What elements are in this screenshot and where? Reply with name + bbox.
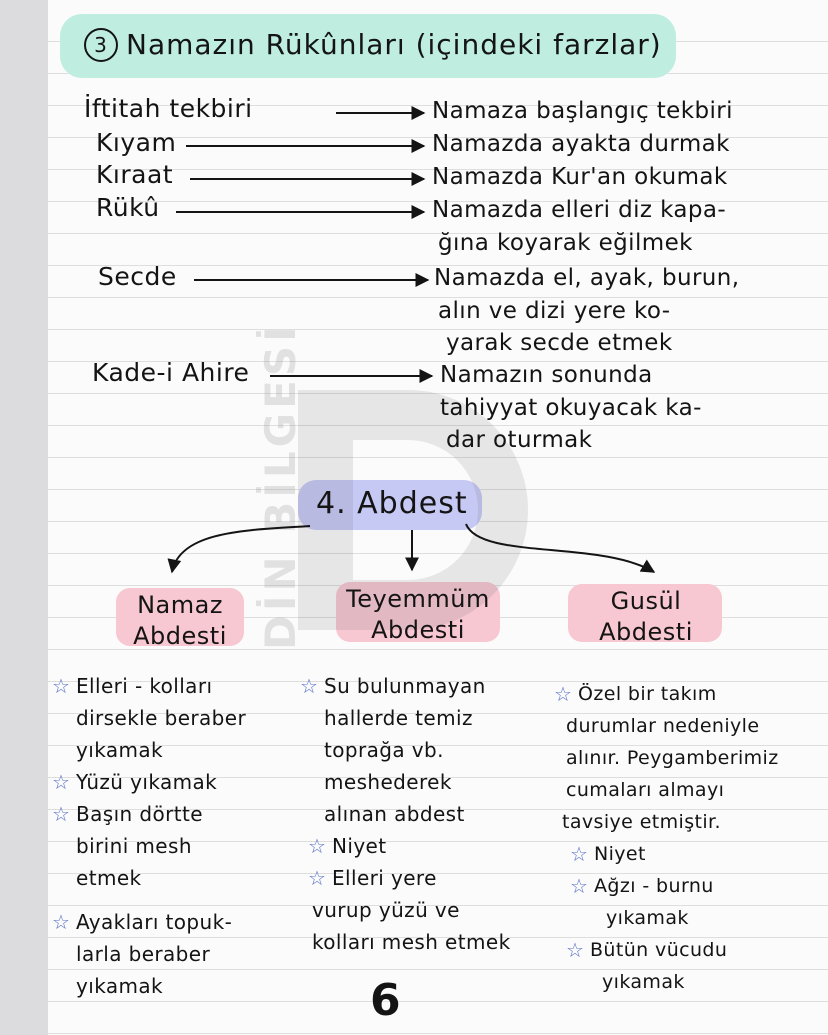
category-gusul-abdesti — [580, 586, 712, 648]
list-item — [300, 830, 511, 862]
gusul-abdesti-list — [554, 678, 779, 998]
term-secde: Secde — [98, 262, 177, 291]
definition-line: alın ve dizi yere ko- — [438, 297, 671, 324]
term-kade-i-ahire: Kade-i Ahire — [92, 358, 250, 387]
page-number: 6 — [370, 975, 401, 1026]
category-label: Namaz — [137, 591, 223, 619]
list-item — [554, 934, 779, 966]
item-line: Elleri - kolları — [76, 674, 213, 698]
section-title-text: Namazın Rükûnları (içindeki farzlar) — [126, 28, 662, 61]
item-line: tavsiye etmiştir. — [562, 811, 721, 833]
item-line: Başın dörtte — [76, 802, 203, 826]
star-icon: ☆ — [52, 910, 71, 934]
list-item — [52, 906, 246, 938]
list-item — [300, 862, 511, 894]
star-icon: ☆ — [52, 802, 71, 826]
star-icon: ☆ — [52, 770, 71, 794]
star-icon: ☆ — [308, 866, 327, 890]
category-label: Abdesti — [133, 622, 227, 650]
item-line: alınır. Peygamberimiz — [566, 747, 779, 769]
item-line: Yüzü yıkamak — [76, 770, 218, 794]
list-item — [554, 870, 779, 902]
item-line: birini mesh — [76, 834, 192, 858]
arrow-gusul-abdesti — [466, 524, 654, 572]
item-line: Bütün vücudu — [590, 939, 728, 961]
item-line: yıkamak — [606, 907, 689, 929]
definition-line: dar oturmak — [446, 427, 593, 453]
definition-line: tahiyyat okuyacak ka- — [440, 394, 702, 421]
abdest-title: 4. Abdest — [316, 486, 468, 521]
item-line: cumaları almayı — [566, 779, 725, 801]
teyemmum-abdesti-list — [300, 670, 511, 958]
definition-line: Namazda ayakta durmak — [432, 131, 730, 157]
definition-line: ğına koyarak eğilmek — [438, 229, 693, 256]
item-line: Niyet — [332, 834, 387, 858]
star-icon: ☆ — [570, 842, 589, 866]
definition-line: Namazda el, ayak, burun, — [434, 265, 740, 291]
star-icon: ☆ — [566, 938, 585, 962]
star-icon: ☆ — [52, 674, 71, 698]
watermark-text: DİN BİLGESİ — [256, 322, 305, 650]
category-label: Teyemmüm — [346, 585, 490, 613]
term-iftitah: İftitah tekbiri — [84, 94, 253, 123]
item-line: toprağa vb. — [324, 738, 444, 762]
item-line: larla beraber — [76, 942, 211, 966]
category-label: Abdesti — [599, 618, 693, 646]
definition-line: Namazda elleri diz kapa- — [432, 197, 727, 223]
list-item — [52, 798, 246, 830]
item-line: yıkamak — [602, 971, 685, 993]
list-item — [300, 670, 511, 702]
definition-line: Namazda Kur'an okumak — [432, 164, 728, 190]
list-item — [52, 670, 246, 702]
category-label: Gusül — [610, 587, 682, 615]
term-ruku: Rükû — [96, 193, 160, 222]
item-line: durumlar nedeniyle — [566, 715, 760, 737]
item-line: Ayakları topuk- — [76, 910, 233, 934]
list-item — [52, 766, 246, 798]
item-line: etmek — [76, 866, 142, 890]
item-line: dirsekle beraber — [76, 706, 247, 730]
item-line: hallerde temiz — [324, 706, 473, 730]
star-icon: ☆ — [554, 682, 573, 706]
item-line: Elleri yere — [332, 866, 437, 890]
item-line: kolları mesh etmek — [312, 930, 511, 954]
definition-line: Namaza başlangıç tekbiri — [432, 98, 733, 124]
item-line: Su bulunmayan — [324, 674, 486, 698]
item-line: yıkamak — [76, 738, 163, 762]
item-line: Ağzı - burnu — [594, 875, 714, 897]
star-icon: ☆ — [570, 874, 589, 898]
category-label: Abdesti — [371, 616, 465, 644]
namaz-abdesti-list — [52, 670, 246, 1002]
star-icon: ☆ — [300, 674, 319, 698]
item-line: meshederek — [324, 770, 452, 794]
term-kiraat: Kıraat — [96, 160, 174, 189]
category-namaz-abdesti — [124, 590, 236, 652]
star-icon: ☆ — [308, 834, 327, 858]
section-number: 3 — [84, 28, 118, 62]
item-line: alınan abdest — [324, 802, 465, 826]
list-item — [554, 838, 779, 870]
term-kiyam: Kıyam — [96, 128, 177, 157]
definition-line: Namazın sonunda — [440, 362, 653, 388]
item-line: vurup yüzü ve — [312, 898, 460, 922]
item-line: Özel bir takım — [578, 683, 717, 705]
list-item — [554, 678, 779, 710]
item-line: Niyet — [594, 843, 646, 865]
arrow-namaz-abdesti — [172, 526, 310, 572]
definition-line: yarak secde etmek — [446, 330, 673, 356]
category-teyemmum-abdesti — [346, 584, 490, 646]
item-line: yıkamak — [76, 974, 163, 998]
